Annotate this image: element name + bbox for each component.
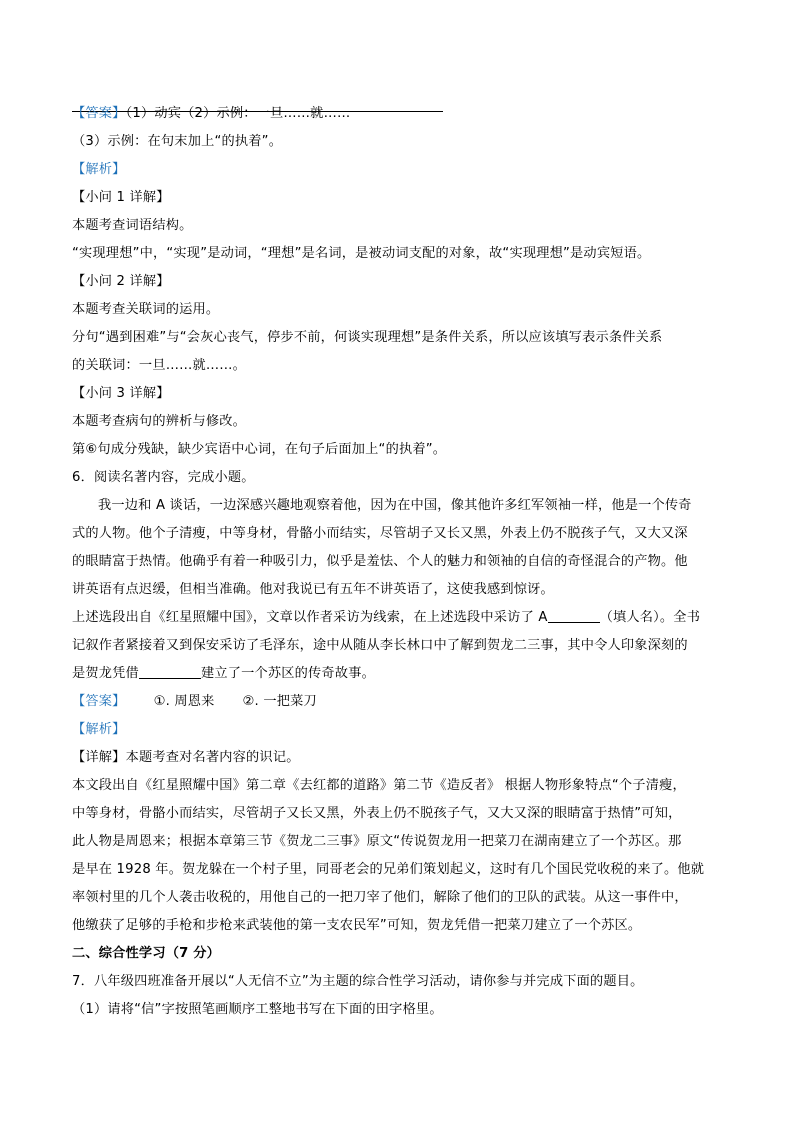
q6-detail-line-6: 率领村里的几个人袭击收税的，用他自己的一把刀宰了他们，解除了他们的卫队的武装。从这一事件中， bbox=[72, 890, 688, 905]
answer-tag: 【答案】 bbox=[72, 694, 126, 709]
sub2-line-2: 分句“遇到困难”与“会灰心丧气，停步不前，何谈实现理想”是条件关系，所以应该填写表示条件关系 bbox=[72, 330, 663, 345]
q6-detail-line-2: 本文段出自《红星照耀中国》第二章《去红都的道路》第二节《造反者》 根据人物形象特点“个子清瘦， bbox=[72, 778, 686, 793]
sub2-title: 【小问 2 详解】 bbox=[72, 274, 170, 289]
q7-sub1: （1）请将“信”字按照笔画顺序工整地书写在下面的田字格里。 bbox=[72, 1002, 443, 1017]
answer-1: ①. 周恩来 bbox=[153, 694, 215, 709]
sub3-title: 【小问 3 详解】 bbox=[72, 386, 170, 401]
sub2-line-1: 本题考查关联词的运用。 bbox=[72, 302, 220, 317]
analysis-tag: 【解析】 bbox=[72, 162, 126, 177]
q5-answer-line bbox=[72, 100, 722, 128]
analysis-tag: 【解析】 bbox=[72, 722, 126, 737]
answer-tag: 【答案】 bbox=[72, 106, 126, 121]
q6-passage-line-1: 我一边和 A 谈话，一边深感兴趣地观察着他，因为在中国，像其他许多红军领袖一样，他是一个传奇 bbox=[98, 498, 692, 513]
section-2-title: 二、综合性学习（7 分） bbox=[72, 946, 221, 961]
sub1-line-1: 本题考查词语结构。 bbox=[72, 218, 193, 233]
prompt-text: 建立了一个苏区的传奇故事。 bbox=[200, 666, 375, 681]
detail-tag: 【详解】 bbox=[72, 750, 126, 765]
q6-prompt-line-1 bbox=[72, 604, 722, 632]
q6-prompt-line-2: 记叙作者紧接着又到保安采访了毛泽东，途中从随从李长林口中了解到贺龙二三事，其中令人印象深刻的 bbox=[72, 638, 688, 653]
q6-passage-line-3: 的眼睛富于热情。他确乎有着一种吸引力，似乎是羞怯、个人的魅力和领袖的自信的奇怪混合的产物。他 bbox=[72, 554, 688, 569]
sub3-line-1: 本题考查病句的辨析与修改。 bbox=[72, 414, 247, 429]
q7-question: 7．八年级四班准备开展以“人无信不立”为主题的综合性学习活动，请你参与并完成下面的题目。 bbox=[72, 974, 644, 989]
q6-detail-line-7: 他缴获了足够的手枪和步枪来武装他的第一支农民军”可知，贺龙凭借一把菜刀建立了一个苏区。 bbox=[72, 918, 642, 933]
prompt-text: （填人名）。全书 bbox=[599, 610, 701, 625]
fill-blank-1[interactable] bbox=[548, 608, 600, 623]
q6-passage-line-4: 讲英语有点迟缓，但相当准确。他对我说已有五年不讲英语了，这使我感到惊讶。 bbox=[72, 582, 554, 597]
answer-text: （1）动宾（2）示例：一旦……就…… bbox=[125, 106, 351, 121]
prompt-text: 上述选段出自《红星照耀中国》，文章以作者采访为线索，在上述选段中采访了 A bbox=[72, 610, 548, 625]
q6-question: 6．阅读名著内容，完成小题。 bbox=[72, 470, 255, 485]
q5-answer-line-2: （3）示例：在句末加上“的执着”。 bbox=[72, 134, 283, 149]
answer-2: ②. 一把菜刀 bbox=[242, 694, 317, 709]
fill-blank-2[interactable] bbox=[139, 664, 201, 679]
sub1-line-2: “实现理想”中，“实现”是动词，“理想”是名词，是被动词支配的对象，故“实现理想”是动宾短语。 bbox=[72, 246, 651, 261]
detail-text: 本题考查对名著内容的识记。 bbox=[125, 750, 300, 765]
q6-detail-line-3: 中等身材，骨骼小而结实，尽管胡子又长又黑，外表上仍不脱孩子气，又大又深的眼睛富于热情”可知， bbox=[72, 806, 682, 821]
q6-passage-line-2: 式的人物。他个子清瘦，中等身材，骨骼小而结实，尽管胡子又长又黑，外表上仍不脱孩子气，又大又深 bbox=[72, 526, 688, 541]
q6-detail-line-4: 此人物是周恩来；根据本章第三节《贺龙二三事》原文“传说贺龙用一把菜刀在湖南建立了一个苏区。那 bbox=[72, 834, 682, 849]
sub3-line-2: 第⑥句成分残缺，缺少宾语中心词，在句子后面加上“的执着”。 bbox=[72, 442, 447, 457]
sub1-title: 【小问 1 详解】 bbox=[72, 190, 170, 205]
q6-prompt-line-3 bbox=[72, 660, 722, 688]
q6-detail-line-5: 是早在 1928 年。贺龙躲在一个村子里，同哥老会的兄弟们策划起义，这时有几个国民党收税的来了。他就 bbox=[72, 862, 705, 877]
q6-detail-line-1 bbox=[72, 744, 722, 772]
sub2-line-3: 的关联词：一旦……就……。 bbox=[72, 358, 247, 373]
prompt-text: 是贺龙凭借 bbox=[72, 666, 139, 681]
q6-answer-line bbox=[72, 688, 722, 716]
document-page bbox=[72, 100, 722, 1024]
